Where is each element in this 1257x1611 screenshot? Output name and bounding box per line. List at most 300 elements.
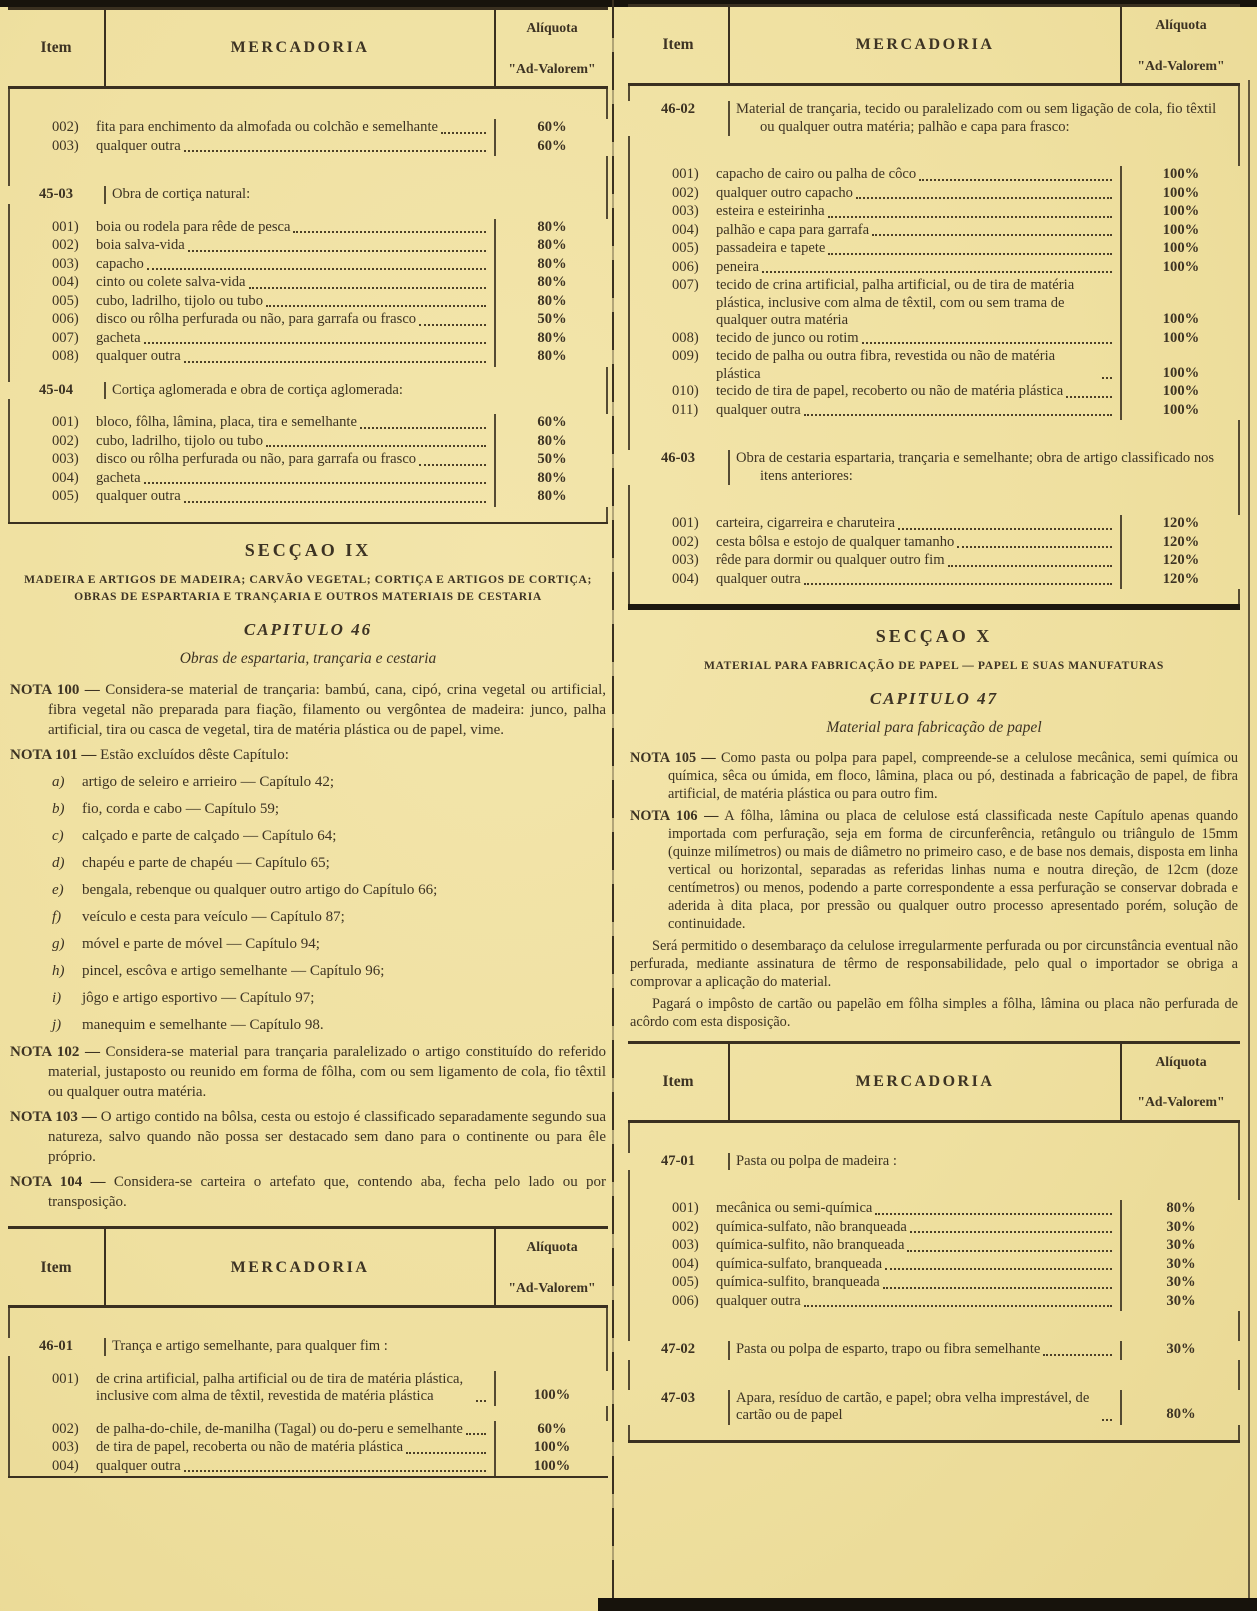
subitem-text: boia salva-vida (96, 237, 185, 253)
table-row (628, 86, 1240, 101)
item-description (8, 399, 608, 414)
ad-valorem-rate: 80% (537, 432, 567, 449)
dot-leader (762, 271, 1112, 273)
dot-leader (885, 1268, 1112, 1270)
table-row (8, 382, 608, 400)
table-row (628, 166, 1240, 185)
item-description (8, 293, 496, 312)
exclusion-text: calçado e parte de calçado — Capítulo 64; (82, 828, 337, 845)
ad-valorem-rate: 80% (537, 469, 567, 486)
dot-leader (249, 287, 486, 289)
table-row (8, 138, 608, 157)
item-code: 46-02 (660, 101, 696, 117)
subitem-number: 007) (672, 277, 699, 293)
exclusion-text: fio, corda e cabo — Capítulo 59; (82, 801, 280, 818)
subitem-text: peneira (716, 258, 759, 275)
left-column (8, 7, 608, 1478)
subitem-text: rêde para dormir ou qualquer outro fim (716, 552, 945, 568)
table-row (8, 330, 608, 349)
tariff-table-chapter-46 (628, 4, 1240, 610)
table-row (8, 293, 608, 312)
dot-leader (419, 324, 486, 326)
table-row (8, 204, 608, 219)
ad-valorem-rate: 60% (537, 1420, 567, 1437)
table-row (8, 1406, 608, 1421)
subitem-text: disco ou rôlha perfurada ou não, para garrafa ou frasco (96, 451, 417, 467)
item-description (8, 204, 608, 219)
exclusion-letter: h) (52, 963, 65, 980)
table-row (628, 1123, 1240, 1153)
dot-leader (293, 231, 486, 233)
dot-leader (804, 583, 1112, 585)
table-row (628, 1425, 1240, 1440)
dot-leader (883, 1287, 1112, 1289)
subitem-number: 005) (52, 488, 79, 504)
dot-leader (804, 414, 1112, 416)
ad-valorem-rate: 60% (537, 137, 567, 154)
table-row (8, 367, 608, 382)
dot-leader (1102, 1419, 1112, 1421)
subitem-number: 003) (52, 451, 79, 467)
table-header (628, 1041, 1240, 1123)
subitem-number: 001) (672, 166, 699, 182)
table-row (628, 1341, 1240, 1360)
exclusion-item (52, 880, 606, 900)
table-row (628, 534, 1240, 553)
nota-label: NOTA 100 — (10, 682, 100, 699)
subitem-number: 006) (52, 311, 79, 327)
dot-leader (466, 1433, 486, 1435)
table-row (628, 259, 1240, 278)
exclusion-item (52, 799, 606, 819)
subitem-text: de tira de papel, recoberta ou não de matéria plástica (96, 1439, 404, 1456)
dot-leader (957, 546, 1112, 548)
table-row (8, 237, 608, 256)
table-row (628, 330, 1240, 349)
subitem-number: 006) (672, 258, 699, 275)
item-description (728, 101, 1240, 136)
table-row (628, 450, 1240, 485)
dot-leader (184, 1470, 486, 1472)
nota-text: A fôlha, lâmina ou placa de celulose está classificada neste Capítulo apenas quando importada com perfuração, seja em forma de circunferência, retângulo ou triângulo de 15mm (quinze milímetros) ou mais de diâmetro no primeiro caso, e de base nos demais, disposta em linha vertical ou horizontal, separadas as referidas linhas numa e noutra direção, de 12cm (doze centímetros) ou menos, podendo a parte correspondente a essa perfuração se conservar dobrada e aderida à dita placa, por pressão ou qualquer outro processo apresentado porém, solução de continuidade. (668, 807, 1238, 932)
item-code: 45-03 (38, 186, 74, 202)
ad-valorem-rate: 100% (1162, 221, 1200, 238)
subitem-text: qualquer outra (716, 570, 801, 587)
item-description (8, 1406, 608, 1421)
column-header-item: Item (40, 1258, 72, 1276)
table-row (8, 1356, 608, 1371)
table-row (628, 515, 1240, 534)
subitem-text: capacho (96, 255, 144, 272)
table-row (8, 507, 608, 522)
subitem-number: 004) (52, 469, 79, 486)
exclusion-letter: i) (52, 990, 62, 1007)
tariff-table-chapter-47 (628, 1041, 1240, 1443)
column-header-mercadoria: MERCADORIA (104, 10, 496, 86)
item-description (628, 203, 1122, 222)
item-description (8, 256, 496, 275)
exclusion-text: bengala, rebenque ou qualquer outro artigo do Capítulo 66; (82, 882, 438, 899)
table-row (8, 1421, 608, 1440)
exclusion-item (52, 826, 606, 846)
nota-100 (10, 680, 606, 740)
dot-leader (147, 268, 486, 270)
subitem-text: qualquer outro capacho (716, 184, 853, 201)
exclusion-text: pincel, escôva e artigo semelhante — Capítulo 96; (82, 963, 385, 980)
dot-leader (476, 1400, 486, 1402)
nota-label: NOTA 104 — (10, 1174, 106, 1191)
dot-leader (1102, 377, 1112, 379)
table-row (628, 136, 1240, 166)
dot-leader (419, 464, 486, 466)
column-header-aliquota (1122, 7, 1240, 83)
table-row (8, 1308, 608, 1338)
table-row (628, 1293, 1240, 1312)
item-description (8, 1308, 608, 1338)
table-row (8, 1338, 608, 1356)
subitem-number: 003) (52, 137, 79, 154)
subitem-number: 003) (672, 203, 699, 219)
dot-leader (144, 482, 486, 484)
dot-leader (184, 501, 486, 503)
item-description (628, 589, 1240, 604)
column-header-aliquota (496, 1229, 608, 1305)
item-description (8, 219, 496, 238)
subitem-number: 002) (52, 237, 79, 253)
column-divider (612, 0, 614, 1611)
exclusion-letter: g) (52, 936, 65, 953)
table-body (8, 89, 608, 522)
ad-valorem-rate: 80% (537, 329, 567, 346)
subitem-number: 009) (672, 348, 699, 364)
table-row (8, 219, 608, 238)
table-header (628, 4, 1240, 86)
subitem-text: de crina artificial, palha artificial ou de tira de matéria plástica, inclusive com alma de têxtil, revestida de matéria plástica (96, 1370, 464, 1405)
item-description (628, 383, 1122, 402)
item-description (8, 1421, 496, 1440)
table-row (628, 348, 1240, 383)
exclusion-letter: d) (52, 855, 65, 872)
nota-text: Estão excluídos dêste Capítulo: (100, 747, 289, 764)
subitem-text: mecânica ou semi-química (716, 1200, 873, 1217)
subitem-number: 002) (672, 533, 699, 550)
dot-leader (828, 216, 1112, 218)
column-header-item: Item (40, 39, 72, 57)
item-description (8, 451, 496, 470)
subitem-number: 011) (672, 401, 699, 418)
subitem-number: 005) (672, 1274, 699, 1291)
dot-leader (360, 427, 486, 429)
ad-valorem-rate: 100% (533, 1387, 571, 1404)
column-header-item: Item (662, 36, 694, 54)
ad-valorem-rate: 100% (1162, 401, 1200, 418)
table-row (8, 1371, 608, 1406)
subitem-text: tecido de palha ou outra fibra, revestida ou não de matéria plástica (716, 348, 1056, 382)
chapter-heading: CAPITULO 47 (869, 688, 999, 708)
nota-106-continuation: Será permitido o desembaraço da celulose irregularmente perfurada ou por circunstância eventual não perfurada, mediante assinatura de têrmo de responsabilidade, pelo qual o importador se obriga a comprovar a aplicação do material. (630, 937, 1238, 990)
column-header-mercadoria: MERCADORIA (728, 7, 1122, 83)
table-row (8, 399, 608, 414)
item-description (628, 240, 1122, 259)
exclusion-item (52, 1015, 606, 1035)
scan-edge-bottom (598, 1598, 1257, 1611)
table-row (628, 240, 1240, 259)
dot-leader (1066, 396, 1112, 398)
dot-leader (406, 1452, 486, 1454)
nota-label: NOTA 102 — (10, 1044, 100, 1061)
item-description (628, 348, 1122, 383)
item-code: 47-03 (660, 1389, 696, 1406)
item-code: 45-04 (38, 381, 74, 398)
column-header-mercadoria: MERCADORIA (728, 1044, 1122, 1120)
subitem-text: cinto ou colete salva-vida (96, 274, 246, 290)
table-row (628, 277, 1240, 330)
subitem-number: 003) (672, 552, 699, 568)
table-row (628, 101, 1240, 136)
table-row (628, 552, 1240, 571)
nota-106-continuation: Pagará o impôsto de cartão ou papelão em fôlha simples a fôlha, lâmina ou placa não perfurada de acôrdo com esta disposição. (630, 995, 1238, 1030)
section-title: SECÇAO IX (244, 539, 372, 560)
ad-valorem-rate: 100% (1162, 364, 1200, 381)
ad-valorem-rate: 80% (537, 255, 567, 272)
ad-valorem-rate: 100% (1162, 329, 1200, 346)
subitem-text: Material de trançaria, tecido ou paralelizado com ou sem ligação de cola, fio têxtil ou qualquer outra matéria; palhão e capa para frasco: (736, 101, 1217, 135)
table-row (628, 1153, 1240, 1171)
table-row (8, 256, 608, 275)
table-row (628, 1390, 1240, 1425)
item-description (8, 470, 496, 489)
item-description (8, 89, 608, 119)
nota-label: NOTA 103 — (10, 1109, 97, 1126)
aliquota-line1: Alíquota (526, 1239, 578, 1255)
ad-valorem-rate: 100% (1162, 258, 1200, 275)
dot-leader (898, 528, 1112, 530)
subitem-text: tecido de crina artificial, palha artificial, ou de tira de matéria plástica, inclusive com alma de têxtil, com ou sem trama de qualquer outra matéria (716, 277, 1075, 328)
nota-label: NOTA 101 — (10, 747, 97, 764)
table-row (628, 1219, 1240, 1238)
subitem-text: Cortiça aglomerada e obra de cortiça aglomerada: (112, 381, 403, 398)
item-description (8, 156, 608, 186)
subitem-text: Obra de cestaria espartaria, trançaria e semelhante; obra de artigo classificado nos itens anteriores: (736, 450, 1215, 484)
subitem-text: Pasta ou polpa de esparto, trapo ou fibra semelhante (736, 1341, 1041, 1358)
subitem-number: 002) (52, 432, 79, 449)
item-description (628, 420, 1240, 450)
subitem-number: 001) (672, 515, 699, 531)
exclusion-letter: j) (52, 1017, 62, 1034)
page-edge-line (1248, 80, 1250, 1601)
subitem-number: 008) (52, 348, 79, 364)
exclusion-item (52, 961, 606, 981)
ad-valorem-rate: 30% (1166, 1218, 1196, 1235)
table-row (8, 488, 608, 507)
subitem-text: carteira, cigarreira e charuteira (716, 515, 896, 531)
aliquota-line1: Alíquota (1155, 17, 1207, 32)
section-x (628, 626, 1240, 1031)
subitem-text: bloco, fôlha, lâmina, placa, tira e semelhante (96, 414, 357, 430)
item-description (8, 138, 496, 157)
item-description (628, 571, 1122, 590)
item-description (628, 1274, 1122, 1293)
table-row (628, 1311, 1240, 1341)
item-description (8, 507, 608, 522)
item-description (8, 488, 496, 507)
table-row (8, 311, 608, 330)
aliquota-line2: "Ad-Valorem" (508, 60, 596, 76)
dot-leader (862, 342, 1112, 344)
table-row (628, 383, 1240, 402)
subitem-text: qualquer outra (716, 1292, 801, 1309)
item-description (728, 1153, 1240, 1171)
subitem-text: tecido de tira de papel, recoberto ou não de matéria plástica (716, 383, 1064, 399)
dot-leader (266, 445, 486, 447)
item-description (8, 311, 496, 330)
item-description (628, 534, 1122, 553)
ad-valorem-rate: 80% (1166, 1200, 1196, 1217)
subitem-text: Apara, resíduo de cartão, e papel; obra velha imprestável, de cartão ou de papel (736, 1389, 1090, 1424)
subitem-text: gacheta (96, 329, 141, 346)
ad-valorem-rate: 120% (1162, 570, 1200, 587)
ad-valorem-rate: 80% (1166, 1406, 1196, 1423)
dot-leader (948, 565, 1112, 567)
table-row (8, 1458, 608, 1477)
column-header-item: Item (662, 1073, 694, 1091)
subitem-text: palhão e capa para garrafa (716, 221, 870, 238)
item-description (628, 1425, 1240, 1440)
subitem-text: cubo, ladrilho, tijolo ou tubo (96, 292, 264, 309)
dot-leader (1043, 1354, 1112, 1356)
table-row (628, 485, 1240, 515)
item-description (628, 515, 1122, 534)
ad-valorem-rate: 100% (533, 1439, 571, 1456)
item-description (628, 552, 1122, 571)
subitem-number: 004) (672, 570, 699, 587)
subitem-number: 003) (52, 255, 79, 272)
subitem-text: química-sulfato, branqueada (716, 1255, 883, 1272)
item-description (628, 86, 1240, 101)
aliquota-line2: "Ad-Valorem" (1137, 57, 1225, 73)
subitem-text: Trança e artigo semelhante, para qualquer fim : (112, 1338, 388, 1355)
tariff-table-46-01 (8, 1226, 608, 1478)
dot-leader (828, 253, 1112, 255)
table-row (628, 1256, 1240, 1275)
section-subtitle: MADEIRA E ARTIGOS DE MADEIRA; CARVÃO VEGETAL; CORTIÇA E ARTIGOS DE CORTIÇA; OBRAS DE ESPARTARIA E TRANÇARIA E OUTROS MATERIAIS DE CESTARIA (24, 572, 592, 604)
exclusion-letter: a) (52, 774, 65, 791)
subitem-number: 005) (52, 292, 79, 309)
subitem-number: 005) (672, 240, 699, 256)
item-code: 47-02 (660, 1341, 696, 1358)
table-header (8, 1226, 608, 1308)
aliquota-line2: "Ad-Valorem" (1137, 1094, 1225, 1110)
subitem-number: 004) (52, 1457, 79, 1474)
table-row (8, 433, 608, 452)
column-header-aliquota (496, 10, 608, 86)
table-row (8, 1439, 608, 1458)
exclusion-text: móvel e parte de móvel — Capítulo 94; (82, 936, 320, 953)
item-description (8, 274, 496, 293)
subitem-number: 001) (672, 1200, 699, 1217)
item-description (628, 136, 1240, 166)
ad-valorem-rate: 120% (1162, 515, 1200, 531)
subitem-number: 002) (52, 119, 79, 135)
item-description (8, 367, 608, 382)
ad-valorem-rate: 100% (1162, 203, 1200, 219)
nota-text: O artigo contido na bôlsa, cesta ou estojo é classificado separadamente segundo sua natureza, salvo quando não possa ser destacado sem dano para o continente ou para êle próprio. (48, 1109, 607, 1166)
right-column (628, 4, 1240, 1443)
item-description (8, 1458, 496, 1477)
item-description (628, 1360, 1240, 1390)
table-row (8, 414, 608, 433)
subitem-text: qualquer outra (96, 137, 181, 154)
item-description (628, 1237, 1122, 1256)
table-row (628, 1170, 1240, 1200)
subitem-text: gacheta (96, 469, 141, 486)
nota-106 (630, 807, 1238, 933)
exclusion-item (52, 934, 606, 954)
item-description (628, 1123, 1240, 1153)
section-subtitle: MATERIAL PARA FABRICAÇÃO DE PAPEL — PAPEL E SUAS MANUFATURAS (704, 659, 1164, 672)
exclusion-item (52, 772, 606, 792)
subitem-text: capacho de cairo ou palha de côco (716, 166, 917, 182)
dot-leader (804, 1305, 1112, 1307)
item-description (8, 1439, 496, 1458)
item-description (628, 330, 1122, 349)
dot-leader (441, 132, 486, 134)
item-code: 46-01 (38, 1338, 74, 1355)
ad-valorem-rate: 100% (1162, 311, 1200, 327)
subitem-text: disco ou rôlha perfurada ou não, para garrafa ou frasco (96, 311, 417, 327)
table-row (8, 274, 608, 293)
table-body (8, 1308, 608, 1476)
item-description (628, 402, 1122, 421)
dot-leader (144, 342, 486, 344)
item-code: 46-03 (660, 450, 696, 466)
table-row (8, 451, 608, 470)
subitem-number: 003) (52, 1439, 79, 1456)
exclusion-text: chapéu e parte de chapéu — Capítulo 65; (82, 855, 330, 872)
table-body (628, 86, 1240, 604)
dot-leader (910, 1231, 1112, 1233)
table-row (628, 1360, 1240, 1390)
table-row (8, 119, 608, 138)
subitem-text: fita para enchimento da almofada ou colchão e semelhante (96, 119, 438, 135)
chapter-heading: CAPITULO 46 (243, 620, 373, 640)
item-description (8, 237, 496, 256)
table-body (628, 1123, 1240, 1440)
column-header-mercadoria: MERCADORIA (104, 1229, 496, 1305)
table-row (8, 348, 608, 367)
subitem-number: 002) (672, 1218, 699, 1235)
item-description (8, 414, 496, 433)
item-description (104, 382, 608, 400)
table-row (628, 185, 1240, 204)
subitem-number: 004) (52, 274, 79, 290)
ad-valorem-rate: 100% (1162, 184, 1200, 201)
item-description (728, 1390, 1122, 1425)
table-row (8, 186, 608, 204)
nota-text: Considera-se material para trançaria paralelizado o artigo constituído do referido material, justaposto ou reunido em forma de fôlha, com ou sem ligamento de cola, fio têxtil ou qualquer outra matéria. (48, 1044, 607, 1101)
nota-104 (10, 1172, 606, 1212)
subitem-text: qualquer outra (96, 348, 181, 364)
subitem-number: 001) (52, 414, 79, 430)
exclusion-text: jôgo e artigo esportivo — Capítulo 97; (82, 990, 315, 1007)
item-description (628, 166, 1122, 185)
exclusion-item (52, 907, 606, 927)
item-description (628, 185, 1122, 204)
subitem-text: qualquer outra (716, 401, 801, 418)
table-row (628, 1200, 1240, 1219)
subitem-number: 007) (52, 329, 79, 346)
subitem-text: cubo, ladrilho, tijolo ou tubo (96, 432, 264, 449)
